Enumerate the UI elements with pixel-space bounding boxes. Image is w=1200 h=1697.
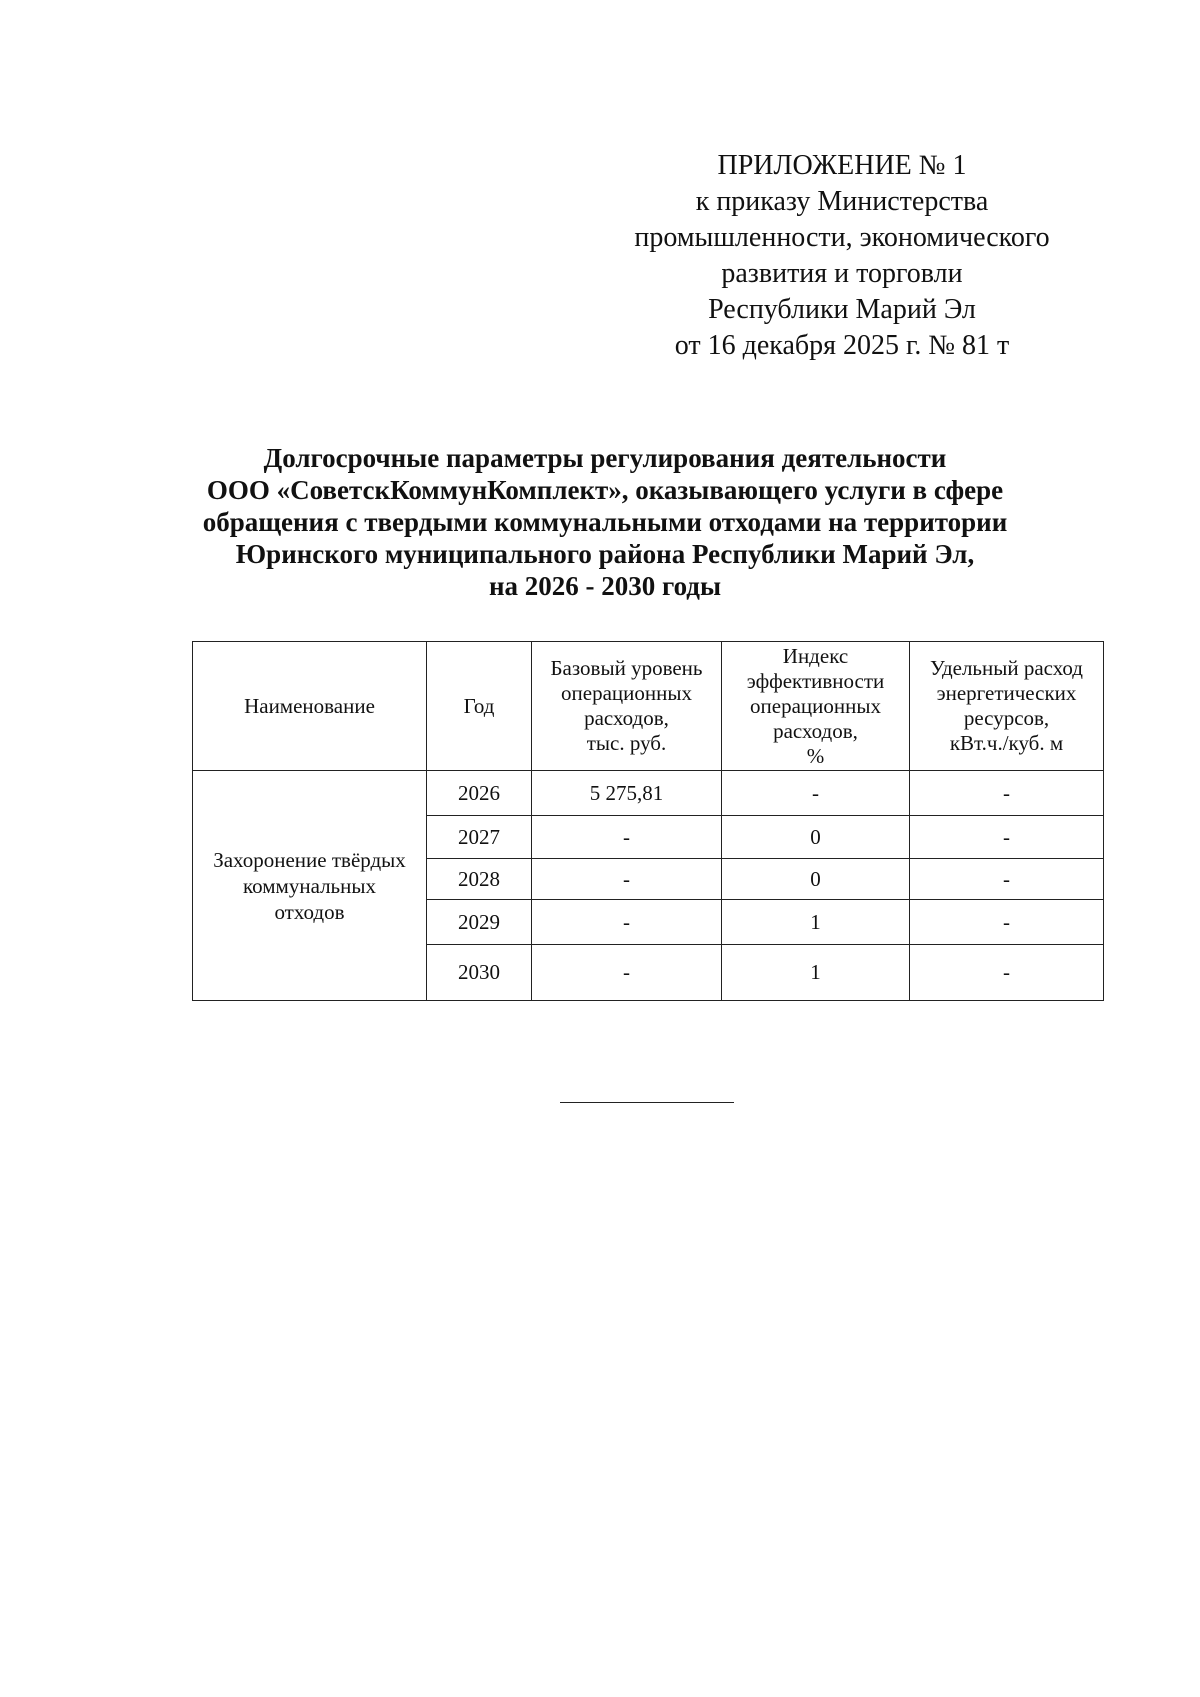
energy-consumption-cell: - bbox=[910, 816, 1104, 859]
appendix-order-date: от 16 декабря 2025 г. № 81 т bbox=[674, 330, 1010, 361]
base-level-cell: - bbox=[532, 945, 722, 1001]
title-line: на 2026 - 2030 годы bbox=[488, 571, 722, 601]
year-cell: 2028 bbox=[427, 859, 532, 900]
appendix-number: ПРИЛОЖЕНИЕ № 1 bbox=[717, 150, 967, 181]
appendix-line: промышленности, экономического bbox=[634, 222, 1050, 253]
appendix-line: Республики Марий Эл bbox=[708, 294, 976, 325]
base-level-cell: - bbox=[532, 859, 722, 900]
energy-consumption-cell: - bbox=[910, 859, 1104, 900]
header-energy-consumption: Удельный расход энергетических ресурсов, кВт.ч./куб. м bbox=[910, 642, 1104, 771]
efficiency-index-cell: 0 bbox=[722, 859, 910, 900]
efficiency-index-cell: 1 bbox=[722, 900, 910, 945]
year-cell: 2027 bbox=[427, 816, 532, 859]
header-name: Наименование bbox=[193, 642, 427, 771]
closing-separator-line bbox=[560, 1102, 734, 1103]
appendix-header bbox=[612, 148, 1072, 364]
appendix-line: к приказу Министерства bbox=[695, 186, 989, 217]
energy-consumption-cell: - bbox=[910, 945, 1104, 1001]
document-title bbox=[160, 442, 1050, 602]
appendix-line: развития и торговли bbox=[721, 258, 963, 289]
title-line: Юринского муниципального района Республики Марий Эл, bbox=[235, 539, 975, 569]
table-header-row bbox=[193, 642, 1104, 771]
title-line: ООО «СоветскКоммунКомплект», оказывающего услуги в сфере bbox=[206, 475, 1004, 505]
table-row bbox=[193, 771, 1104, 816]
base-level-cell: - bbox=[532, 816, 722, 859]
efficiency-index-cell: 1 bbox=[722, 945, 910, 1001]
header-year: Год bbox=[427, 642, 532, 771]
year-cell: 2029 bbox=[427, 900, 532, 945]
base-level-cell: 5 275,81 bbox=[532, 771, 722, 816]
efficiency-index-cell: - bbox=[722, 771, 910, 816]
header-efficiency-index: Индекс эффективности операционных расходов, % bbox=[722, 642, 910, 771]
efficiency-index-cell: 0 bbox=[722, 816, 910, 859]
parameters-table bbox=[192, 641, 1104, 1001]
year-cell: 2026 bbox=[427, 771, 532, 816]
title-line: обращения с твердыми коммунальными отходами на территории bbox=[202, 507, 1008, 537]
year-cell: 2030 bbox=[427, 945, 532, 1001]
activity-name-cell: Захоронение твёрдых коммунальных отходов bbox=[193, 771, 427, 1001]
base-level-cell: - bbox=[532, 900, 722, 945]
header-base-level: Базовый уровень операционных расходов, тыс. руб. bbox=[532, 642, 722, 771]
energy-consumption-cell: - bbox=[910, 900, 1104, 945]
title-line: Долгосрочные параметры регулирования деятельности bbox=[263, 443, 947, 473]
energy-consumption-cell: - bbox=[910, 771, 1104, 816]
